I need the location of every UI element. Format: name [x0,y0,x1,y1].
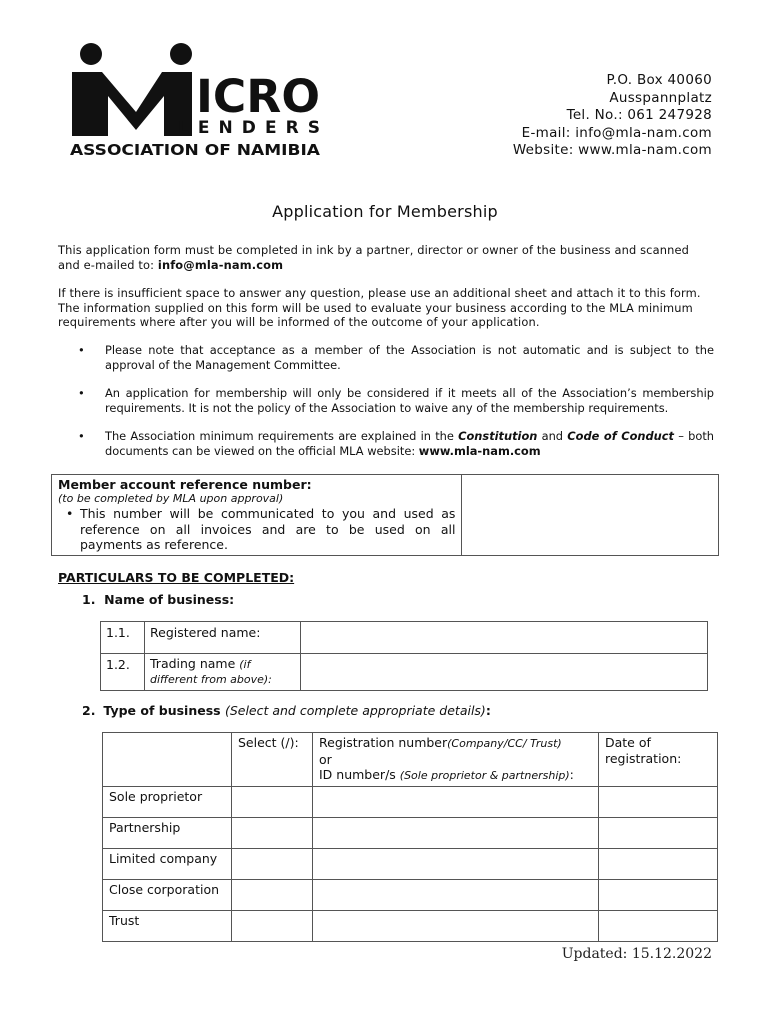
type-trust: Trust [103,910,232,941]
type-partnership: Partnership [103,817,232,848]
section-1-heading: 1. Name of business: [82,592,235,607]
reference-note: (to be completed by MLA upon approval) [58,492,284,505]
business-type-table [102,732,718,942]
registration-sole-proprietor[interactable] [313,786,599,817]
logo-m-left [72,72,136,136]
website-ref: www.mla-nam.com [418,443,541,458]
reference-label-cell: Member account reference number: (to be completed by MLA upon approval) • This number will be communicated to you and used as reference on all invoices and are to be used on all payments as reference. [52,475,462,556]
registration-partnership[interactable] [313,817,599,848]
bullet-documents: • The Association minimum requirements are explained in the Constitution and Code of Conduct – both documents can be viewed on the official MLA website: www.mla-nam.com [78,429,715,458]
type-sole-proprietor: Sole proprietor [103,786,232,817]
logo-left-figure-head [80,43,102,65]
reference-number-table [51,474,719,556]
select-limited-company[interactable] [232,848,313,879]
reference-bullet: This number will be communicated to you and used as reference on all invoices and are to be used on all payments as reference. [80,506,456,552]
reference-number-input[interactable] [462,475,719,556]
logo-word-icro: ICRO [196,70,320,123]
select-trust[interactable] [232,910,313,941]
row-1-1-number: 1.1. [101,622,145,654]
select-sole-proprietor[interactable] [232,786,313,817]
page-title: Application for Membership [272,202,498,221]
po-box: P.O. Box 40060 [606,72,712,88]
date-limited-company[interactable] [599,848,718,879]
registration-close-corporation[interactable] [313,879,599,910]
email: E-mail: info@mla-nam.com [521,124,712,141]
bullet-acceptance: • Please note that acceptance as a member of the Association is not automatic and is subject to the approval of the Management Committee. [78,343,714,372]
date-sole-proprietor[interactable] [599,786,718,817]
registered-name-input[interactable] [301,622,708,654]
registered-name-label: Registered name: [145,622,301,654]
trading-name-input[interactable] [301,654,708,691]
website: Website: www.mla-nam.com [512,142,712,158]
type-close-corporation: Close corporation [103,879,232,910]
street: Ausspannplatz [609,89,712,106]
date-header: Date of registration: [599,733,718,787]
select-partnership[interactable] [232,817,313,848]
business-name-table [100,621,708,691]
logo-word-lenders: LENDERS [178,118,320,138]
contact-block [513,72,712,160]
registration-header: Registration number(Company/CC/ Trust) or ID number/s (Sole proprietor & partnership): [313,733,599,787]
date-close-corporation[interactable] [599,879,718,910]
intro-paragraph-2: If there is insufficient space to answer any question, please use an additional sheet and attach it to this form. The information supplied on this form will be used to evaluate your business according to the MLA minimum requirements where after you will be informed of the outcome of your application. [58,286,701,330]
section-2-heading: 2. Type of business (Select and complete appropriate details): [82,703,491,718]
logo-word-association: ASSOCIATION OF NAMIBIA [70,141,321,158]
registration-trust[interactable] [313,910,599,941]
registration-limited-company[interactable] [313,848,599,879]
type-header-empty [103,733,232,787]
updated-date: Updated: 15.12.2022 [561,946,712,962]
select-close-corporation[interactable] [232,879,313,910]
type-limited-company: Limited company [103,848,232,879]
logo-right-figure-head [170,43,192,65]
code-of-conduct-ref: Code of Conduct [567,429,674,443]
mla-logo [68,40,328,158]
particulars-heading: PARTICULARS TO BE COMPLETED: [58,570,295,585]
intro-email: info@mla-nam.com [157,257,284,272]
intro-paragraph-1: This application form must be completed in ink by a partner, director or owner of the business and scanned and e-mailed to: info@mla-nam.com [58,243,689,272]
telephone: Tel. No.: 061 247928 [566,107,712,123]
select-header: Select (/): [232,733,313,787]
reference-heading: Member account reference number: [58,477,312,492]
bullet-requirements: • An application for membership will only be considered if it meets all of the Association’s membership requirements. It is not the policy of the Association to waive any of the membership requirements. [78,386,714,415]
date-partnership[interactable] [599,817,718,848]
constitution-ref: Constitution [458,429,538,443]
row-1-2-number: 1.2. [101,654,145,691]
date-trust[interactable] [599,910,718,941]
trading-name-label: Trading name (if different from above): [145,654,301,691]
